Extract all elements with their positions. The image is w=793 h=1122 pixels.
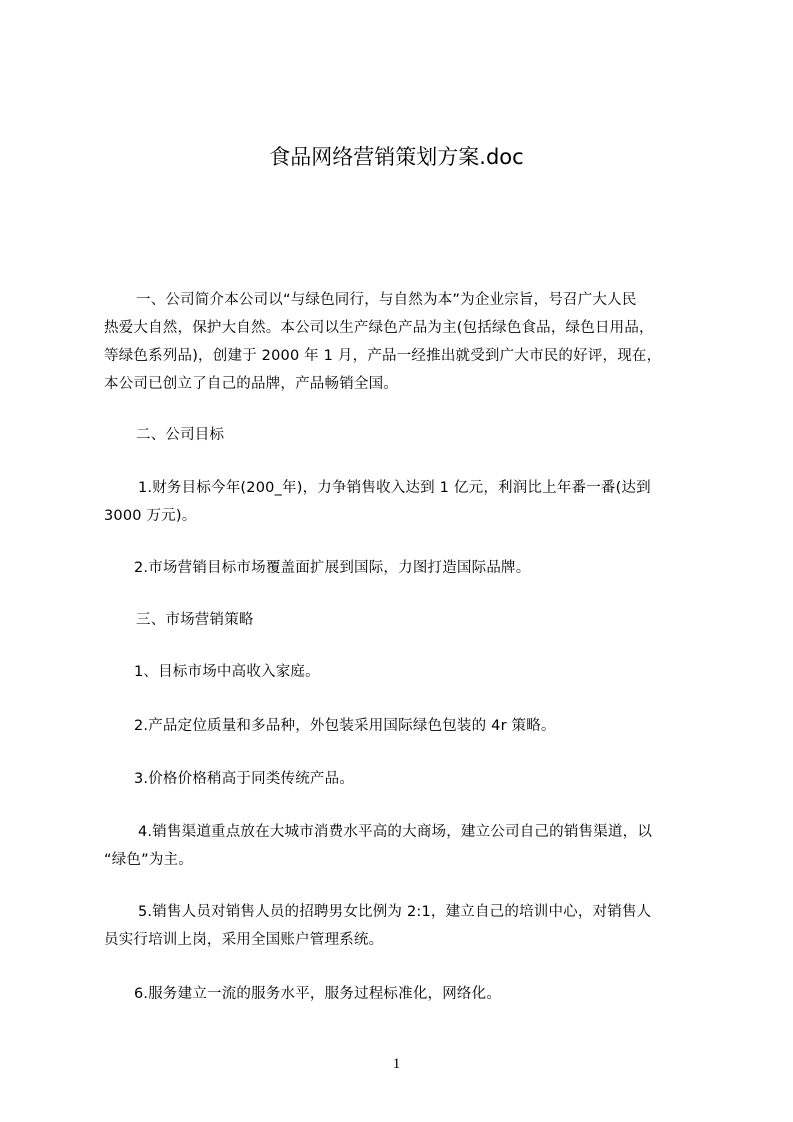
paragraph-target-market [104, 658, 702, 686]
text-line: 1.财务目标今年(200_年)，力争销售收入达到 1 亿元，利润比上年番一番(达到 [138, 480, 651, 496]
text-line: 6.服务建立一流的服务水平，服务过程标准化，网络化。 [134, 986, 502, 1002]
heading-company-goals [104, 421, 702, 449]
paragraph-sales-channel [104, 818, 702, 874]
document-title: 食品网络营销策划方案.doc [269, 145, 524, 169]
text-line: 3.价格价格稍高于同类传统产品。 [134, 771, 355, 787]
text-line: 4.销售渠道重点放在大城市消费水平高的大商场，建立公司自己的销售渠道，以 [138, 824, 653, 840]
text-line: 3000 万元)。 [104, 508, 197, 524]
paragraph-pricing [104, 765, 702, 793]
text-line: 三、市场营销策略 [136, 612, 254, 628]
text-line: 二、公司目标 [136, 427, 225, 443]
paragraph-sales-staff [104, 898, 702, 954]
text-line: 本公司已创立了自己的品牌，产品畅销全国。 [104, 376, 398, 392]
paragraph-marketing-goal [104, 554, 702, 582]
text-line: 一、公司简介本公司以“与绿色同行，与自然为本”为企业宗旨，号召广大人民 [136, 292, 637, 308]
text-line: 2.市场营销目标市场覆盖面扩展到国际，力图打造国际品牌。 [134, 560, 531, 576]
paragraph-company-intro [104, 286, 702, 398]
heading-marketing-strategy [104, 606, 702, 634]
page-number: 1 [392, 1056, 401, 1072]
paragraph-service [104, 980, 702, 1008]
text-line: 5.销售人员对销售人员的招聘男女比例为 2:1，建立自己的培训中心，对销售人 [138, 904, 652, 920]
text-line: 员实行培训上岗，采用全国账户管理系统。 [104, 932, 384, 948]
text-line: 1、目标市场中高收入家庭。 [134, 664, 320, 680]
text-line: “绿色”为主。 [104, 852, 193, 868]
text-line: 热爱大自然，保护大自然。本公司以生产绿色产品为主(包括绿色食品，绿色日用品， [104, 320, 654, 336]
paragraph-financial-goal [104, 474, 702, 530]
text-line: 等绿色系列品)，创建于 2000 年 1 月，产品一经推出就受到广大市民的好评，现在， [104, 348, 662, 364]
paragraph-product-positioning [104, 712, 702, 740]
text-line: 2.产品定位质量和多品种，外包装采用国际绿色包装的 4r 策略。 [134, 718, 556, 734]
